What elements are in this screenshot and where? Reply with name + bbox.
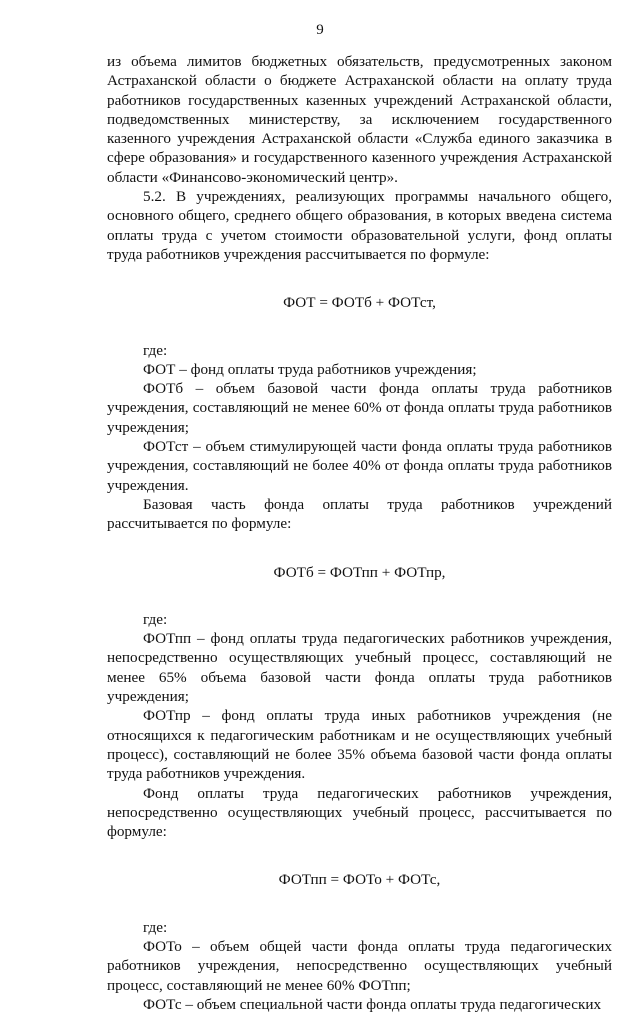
- where-label: где:: [143, 341, 168, 359]
- definition-fotst: ФОТст – объем стимулирующей части фонда оплаты труда работников учреждения, составляющий не более 40% от фонда оплаты труда работников учреждения.: [107, 438, 612, 494]
- definition-fot: ФОТ – фонд оплаты труда работников учреждения;: [143, 360, 477, 378]
- paragraph-budget-limits: из объема лимитов бюджетных обязательств, предусмотренных законом Астраханской области о бюджете Астраханской области на оплату труда работников государственных казенных учреждений Астраханской области, подведомственных министерству, за исключением государственного казенного учреждения Астраханской области «Служба единого заказчика в сфере образования» и государственного казенного учреждения Астраханской области «Финансово-экономический центр».: [107, 53, 612, 186]
- definition-fotb: ФОТб – объем базовой части фонда оплаты труда работников учреждения, составляющий не менее 60% от фонда оплаты труда работников учреждения;: [107, 380, 612, 436]
- formula-fot: ФОТ = ФОТб + ФОТст,: [283, 294, 436, 312]
- definition-fotpp: ФОТпп – фонд оплаты труда педагогических работников учреждения, непосредственно осуществляющих учебный процесс, составляющий не менее 65% объема базовой части фонда оплаты труда работников учреждения;: [107, 630, 612, 706]
- definition-fotc: ФОТс – объем специальной части фонда оплаты труда педагогических: [143, 995, 602, 1013]
- formula-fotpp: ФОТпп = ФОТо + ФОТс,: [278, 871, 441, 889]
- where-label: где:: [143, 610, 168, 628]
- paragraph-base-part: Базовая часть фонда оплаты труда работников учреждений рассчитывается по формуле:: [107, 495, 612, 533]
- definition-fotpr: ФОТпр – фонд оплаты труда иных работников учреждения (не относящихся к педагогическим работникам и не осуществляющих учебный процесс), составляющий не более 35% объема базовой части фонда оплаты труда работников учреждения.: [107, 707, 612, 783]
- where-label: где:: [143, 918, 168, 936]
- definition-foto: ФОТо – объем общей части фонда оплаты труда педагогических работников учреждения, непосредственно осуществляющих учебный процесс, составляющий не менее 60% ФОТпп;: [107, 937, 612, 994]
- paragraph-5-2: 5.2. В учреждениях, реализующих программы начального общего, основного общего, среднего общего образования, в которых введена система оплаты труда с учетом стоимости образовательной услуги, фонд оплаты труда работников учреждения рассчитывается по формуле:: [107, 188, 612, 263]
- page-number: 9: [316, 22, 324, 38]
- document-body: [107, 52, 612, 1014]
- formula-fotb: ФОТб = ФОТпп + ФОТпр,: [273, 563, 446, 581]
- paragraph-pedagogical-fund: Фонд оплаты труда педагогических работников учреждения, непосредственно осуществляющих учебный процесс, рассчитывается по формуле:: [107, 784, 612, 841]
